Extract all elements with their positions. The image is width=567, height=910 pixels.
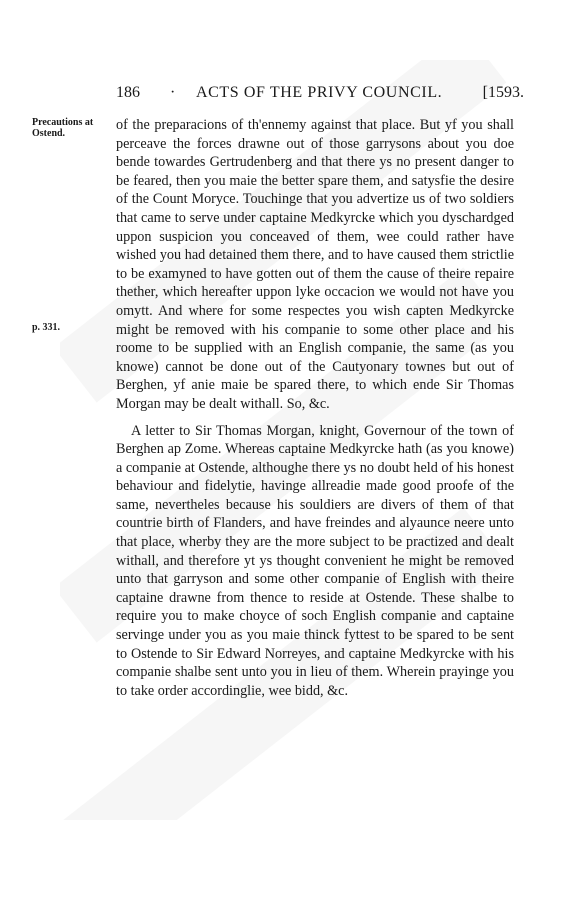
- running-header: [112, 84, 524, 106]
- paragraph: A letter to Sir Thomas Morgan, knight, Governour of the town of Berghen ap Zome. Whereas captaine Medkyrcke hath (as you knowe) a companie at Ostende, althoughe there ys no doubt held of his honest behaviour and fidelytie, havinge allreadie made good proofe of the same, nevertheles because his souldiers are divers of them of that countrie birth of Flanders, and have freindes and alyaunce neere unto that place, wherby they are the more subject to be practized and dealt withall, and therefore yt ys thought convenient he might be removed unto that garryson and some other companie of English with theire captaine drawne from thence to reside at Ostende. These shalbe to require you to make choyce of soch English companie and captaine servinge under you as you maie thinck fyttest to be spared to be sent to Ostende to Sir Edward Norreyes, and captaine Medkyrcke with his companie shalbe sent unto you in lieu of them. Wherein prayinge you to take order accordinglie, wee bidd, &c.: [116, 422, 514, 699]
- margin-note-precautions: Precautions at Ostend.: [32, 117, 94, 139]
- page-number: 186: [116, 84, 140, 101]
- body-text: [116, 116, 514, 700]
- header-year: [1593.: [482, 84, 524, 101]
- margin-note-page-ref: p. 331.: [32, 322, 61, 333]
- paragraph: of the preparacions of th'ennemy against that place. But yf you shall perceave the forces drawne out of those garrysons about you doe bende towardes Gertrudenberg and that there ys no present danger to be feared, then you maie the better spare them, and satysfie the desire of the Count Moryce. Touchinge that you advertize us of two soldiers that came to serve under captaine Medkyrcke which you dyschardged uppon suspicion you conceaved of them, wee could rather have wished you had detained them there, and to have caused them strictlie to be examyned to have gotten out of them the cause of theire repaire thether, which hereafter uppon lyke occacion we would not have you omytt. And where for some respectes you wish capten Medkyrcke might be removed with his companie to some other place and his roome to be supplied with an English companie, the same (as you knowe) cannot be done out of the Cautyonary townes but out of Berghen, yf anie maie be spared there, to which ende Sir Thomas Morgan may be dealt withall. So, &c.: [116, 117, 514, 412]
- running-title: ACTS OF THE PRIVY COUNCIL.: [196, 84, 443, 101]
- header-separator: ·: [170, 84, 176, 101]
